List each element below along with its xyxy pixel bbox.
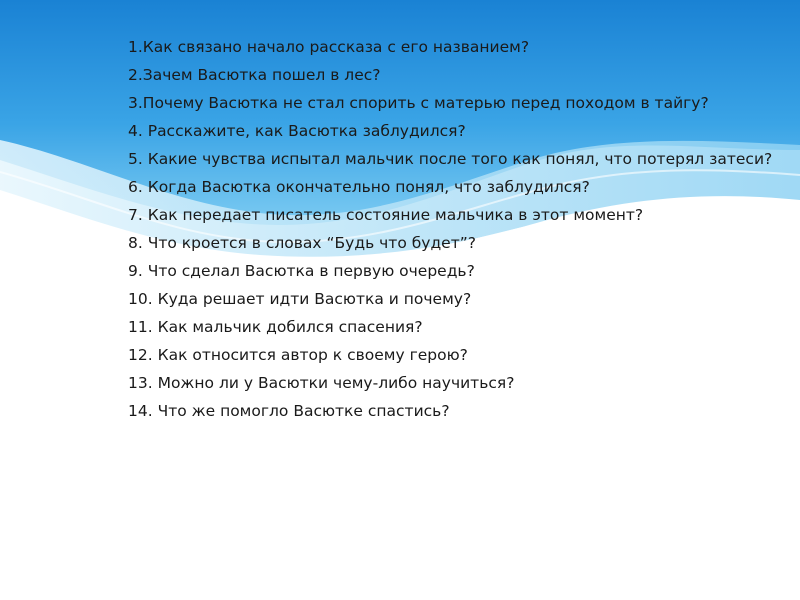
question-item: 13. Можно ли у Васютки чему-либо научиться? (128, 374, 515, 392)
question-list (128, 33, 773, 425)
question-item: 5. Какие чувства испытал мальчик после того как понял, что потерял затеси? (128, 150, 773, 168)
question-item: 1.Как связано начало рассказа с его названием? (128, 38, 530, 56)
question-item: 12. Как относится автор к своему герою? (128, 346, 468, 364)
question-item: 2.Зачем Васютка пошел в лес? (128, 66, 381, 84)
question-item: 14. Что же помогло Васютке спастись? (128, 402, 450, 420)
question-item: 9. Что сделал Васютка в первую очередь? (128, 262, 475, 280)
question-item: 8. Что кроется в словах “Будь что будет”? (128, 234, 476, 252)
question-item: 11. Как мальчик добился спасения? (128, 318, 423, 336)
question-item: 3.Почему Васютка не стал спорить с матерью перед походом в тайгу? (128, 94, 709, 112)
question-item: 4. Расскажите, как Васютка заблудился? (128, 122, 466, 140)
question-item: 10. Куда решает идти Васютка и почему? (128, 290, 472, 308)
question-item: 6. Когда Васютка окончательно понял, что заблудился? (128, 178, 590, 196)
question-item: 7. Как передает писатель состояние мальчика в этот момент? (128, 206, 644, 224)
